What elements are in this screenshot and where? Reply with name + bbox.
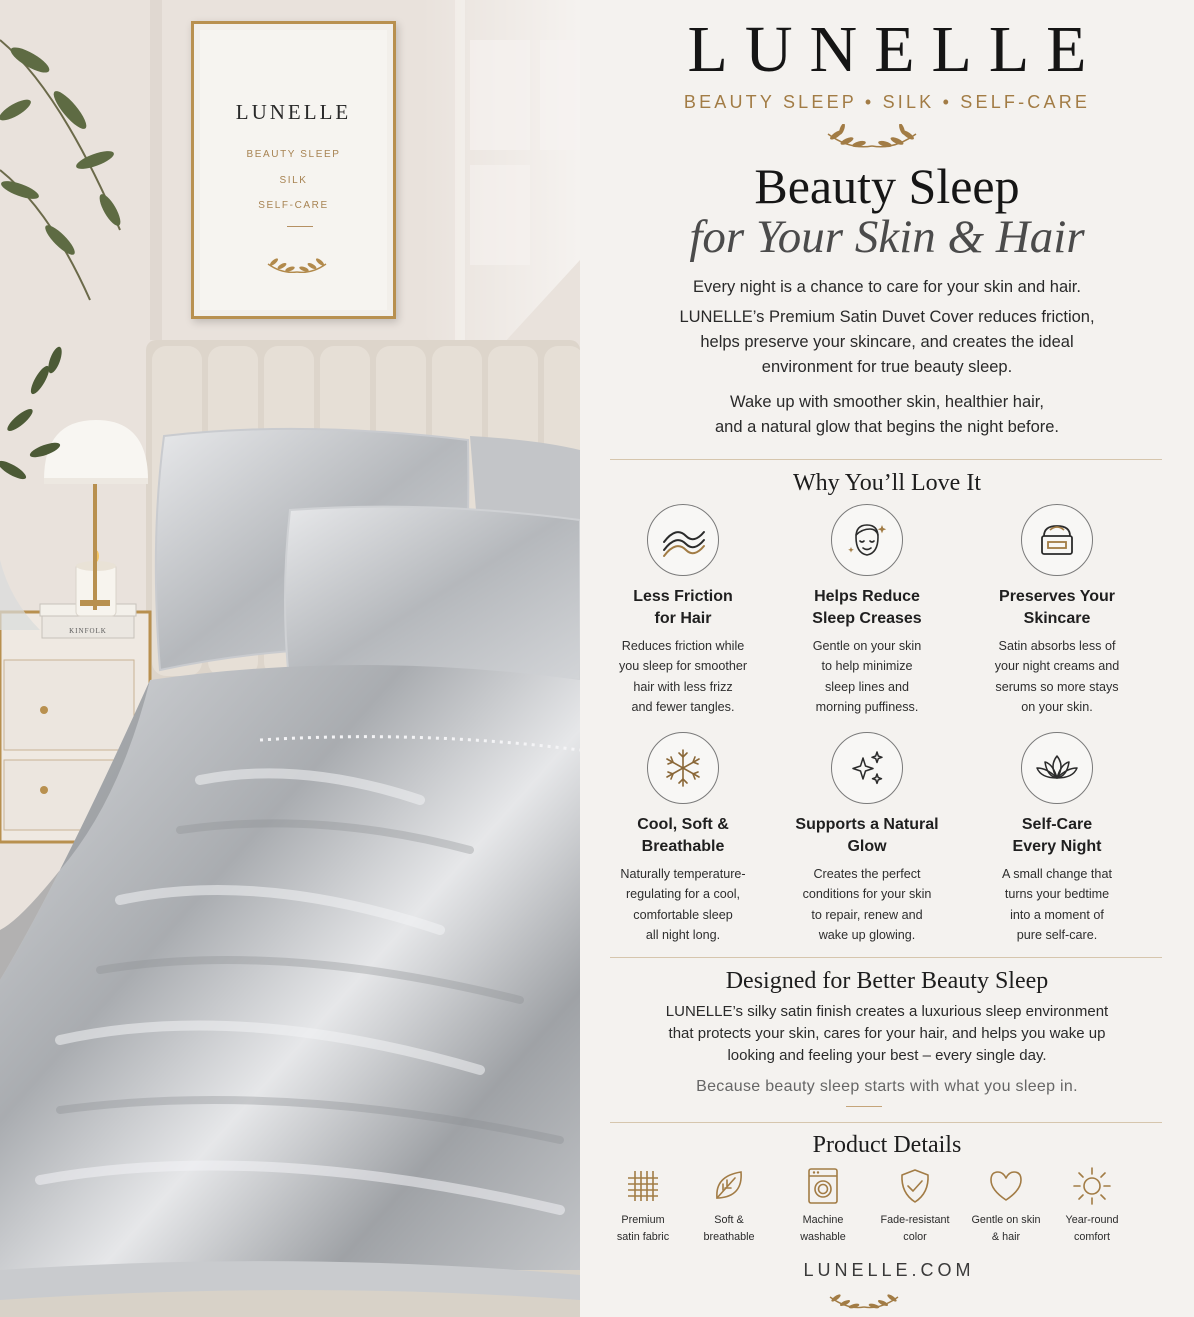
feature-less-friction: Less Friction for Hair Reduces friction while you sleep for smoother hair with less frizz and fewer tangles. xyxy=(598,504,768,717)
laurel-icon xyxy=(262,252,332,278)
poster-tag-1: BEAUTY SLEEP xyxy=(246,149,341,160)
bedroom-photo xyxy=(0,0,580,1317)
laurel-icon xyxy=(824,1289,904,1313)
detail-premium-fabric: Premium satin fabric xyxy=(595,1166,691,1246)
intro-paragraph-2: LUNELLE’s Premium Satin Duvet Cover reduces friction, helps preserve your skincare, and creates the ideal environment for true beauty sleep. xyxy=(679,308,1095,376)
hero-title: Beauty Sleep xyxy=(754,158,1020,214)
info-panel xyxy=(580,0,1194,1317)
cream-jar-icon xyxy=(1034,520,1080,560)
because-line: Because beauty sleep starts with what you sleep in. xyxy=(696,1078,1078,1095)
detail-machine-washable: Machine washable xyxy=(775,1166,871,1246)
feature-sleep-creases: Helps Reduce Sleep Creases Gentle on your skin to help minimize sleep lines and morning puffiness. xyxy=(782,504,952,717)
poster-rule xyxy=(287,226,313,227)
detail-fade-resistant: Fade-resistant color xyxy=(867,1166,963,1246)
details-title: Product Details xyxy=(812,1132,962,1158)
detail-year-round: Year-round comfort xyxy=(1044,1166,1140,1246)
detail-soft-breathable: Soft & breathable xyxy=(681,1166,777,1246)
feature-natural-glow: Supports a Natural Glow Creates the perfect conditions for your skin to repair, renew and wake up glowing. xyxy=(782,732,952,945)
sun-icon xyxy=(1072,1166,1112,1206)
laurel-icon xyxy=(820,124,924,154)
poster-brand: LUNELLE xyxy=(235,100,352,124)
feature-cool-breathable: Cool, Soft & Breathable Naturally temperature- regulating for a cool, comfortable sleep all night long. xyxy=(598,732,768,945)
website-url[interactable]: LUNELLE.COM xyxy=(803,1260,975,1280)
designed-title: Designed for Better Beauty Sleep xyxy=(725,968,1049,994)
poster-tag-3: SELF-CARE xyxy=(258,200,329,211)
lotus-icon xyxy=(1033,748,1081,788)
brand-logo: LUNELLE xyxy=(687,13,1104,86)
intro-paragraph-3: Wake up with smoother skin, healthier hair, and a natural glow that begins the night before. xyxy=(715,393,1059,436)
feature-self-care: Self-Care Every Night A small change that turns your bedtime into a moment of pure self-care. xyxy=(972,732,1142,945)
designed-body: LUNELLE’s silky satin finish creates a luxurious sleep environment that protects your skin, cares for your hair, and helps you wake up looking and feeling your best – every single day. xyxy=(665,1003,1109,1064)
face-icon xyxy=(844,517,890,563)
section-divider xyxy=(610,459,1162,460)
hero-subtitle: for Your Skin & Hair xyxy=(689,211,1085,263)
intro-paragraph-1: Every night is a chance to care for your skin and hair. xyxy=(693,278,1081,296)
brand-tagline: BEAUTY SLEEP • SILK • SELF-CARE xyxy=(683,92,1091,112)
shield-check-icon xyxy=(897,1167,933,1205)
poster-tag-2: SILK xyxy=(279,175,308,186)
book-title: KINFOLK xyxy=(69,627,107,635)
leaf-icon xyxy=(711,1168,747,1204)
hair-waves-icon xyxy=(660,520,706,560)
why-title: Why You’ll Love It xyxy=(793,470,981,496)
small-rule xyxy=(846,1106,882,1107)
sparkle-icon xyxy=(845,746,889,790)
washing-machine-icon xyxy=(805,1167,841,1205)
detail-gentle-skin-hair: Gentle on skin & hair xyxy=(958,1166,1054,1246)
section-divider xyxy=(610,1122,1162,1123)
fabric-grid-icon xyxy=(625,1168,661,1204)
feature-preserves-skincare: Preserves Your Skincare Satin absorbs less of your night creams and serums so more stays on your skin. xyxy=(972,504,1142,717)
wall-poster xyxy=(191,21,396,319)
section-divider xyxy=(610,957,1162,958)
heart-icon xyxy=(987,1168,1025,1204)
snowflake-icon xyxy=(661,746,705,790)
